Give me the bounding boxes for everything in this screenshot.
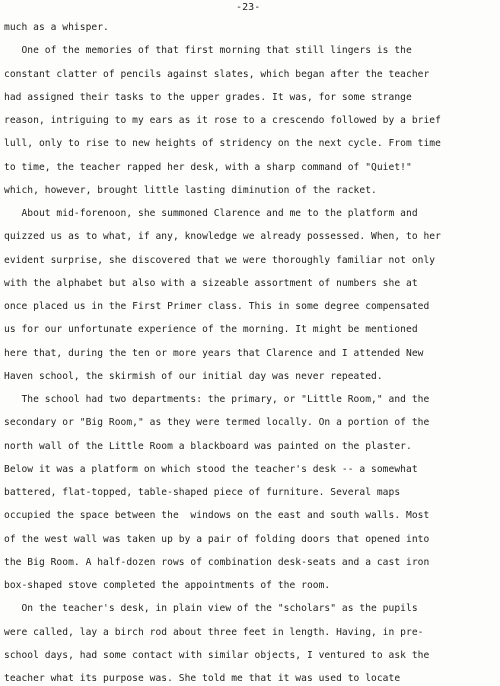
text-line: evident surprise, she discovered that we were thoroughly familiar not only <box>4 254 436 266</box>
text-line: occupied the space between the windows on the east and south walls. Most <box>4 510 430 522</box>
text-line: school days, had some contact with similar objects, I ventured to ask the <box>4 649 430 661</box>
text-line: On the teacher's desk, in plain view of the "scholars" as the pupils <box>4 603 418 615</box>
text-line: lull, only to rise to new heights of stridency on the next cycle. From time <box>4 138 441 150</box>
text-line: here that, during the ten or more years that Clarence and I attended New <box>4 347 424 359</box>
text-line: box-shaped stove completed the appointments of the room. <box>4 580 331 591</box>
text-line: much as a whisper. <box>4 22 109 33</box>
text-line: quizzed us as to what, if any, knowledge we already possessed. When, to her <box>4 231 441 243</box>
text-line: north wall of the Little Room a blackboard was painted on the plaster. <box>4 440 412 452</box>
text-line: The school had two departments: the primary, or "Little Room," and the <box>4 394 430 405</box>
text-line: had assigned their tasks to the upper grades. It was, for some strange <box>4 91 412 103</box>
text-line: were called, lay a birch rod about three feet in length. Having, in pre- <box>4 626 424 638</box>
text-line: reason, intriguing to my ears as it rose to a crescendo followed by a brief <box>4 115 441 126</box>
text-line: About mid-forenoon, she summoned Clarence and me to the platform and <box>4 208 418 219</box>
text-line: battered, flat-topped, table-shaped piece of furniture. Several maps <box>4 487 401 498</box>
text-line: Below it was a platform on which stood the teacher's desk -- a somewhat <box>4 463 418 475</box>
text-line: the Big Room. A half-dozen rows of combination desk-seats and a cast iron <box>4 556 430 568</box>
text-line: One of the memories of that first morning that still lingers is the <box>4 45 412 57</box>
page-number: -23- <box>236 2 261 13</box>
text-line: constant clatter of pencils against slates, which began after the teacher <box>4 68 430 80</box>
text-line: Haven school, the skirmish of our initial day was never repeated. <box>4 370 383 382</box>
text-line: which, however, brought little lasting diminution of the racket. <box>4 184 377 196</box>
text-line: us for our unfortunate experience of the morning. It might be mentioned <box>4 324 418 336</box>
text-line: once placed us in the First Primer class. This in some degree compensated <box>4 301 430 312</box>
text-line: of the west wall was taken up by a pair of folding doors that opened into <box>4 533 430 545</box>
text-line: secondary or "Big Room," as they were termed locally. On a portion of the <box>4 417 430 429</box>
text-line: to time, the teacher rapped her desk, with a sharp command of "Quiet!" <box>4 161 412 173</box>
text-line: teacher what its purpose was. She told me that it was used to locate <box>4 673 401 684</box>
text-line: with the alphabet but also with a sizeable assortment of numbers she at <box>4 277 418 289</box>
